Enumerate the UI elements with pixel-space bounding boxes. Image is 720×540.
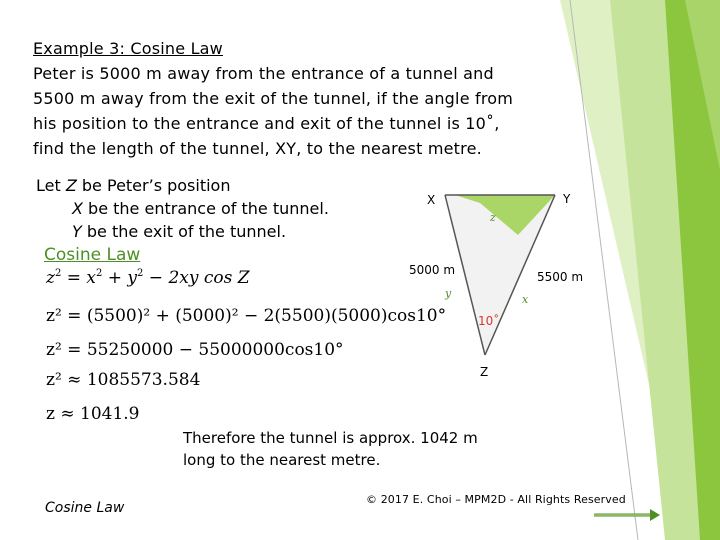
definition-text: Let	[36, 176, 66, 195]
triangle-diagram	[400, 175, 600, 385]
length-label-5000: 5000 m	[409, 263, 456, 277]
problem-line: his position to the entrance and exit of the tunnel is 10˚,	[33, 114, 500, 133]
conclusion-text	[183, 427, 523, 471]
problem-statement	[33, 36, 573, 161]
exponent: 2	[95, 268, 103, 279]
footer-copyright: © 2017 E. Choi – MPM2D - All Rights Reserved	[366, 493, 626, 506]
vertex-label-x: X	[427, 193, 436, 207]
problem-line: find the length of the tunnel, XY, to the nearest metre.	[33, 139, 482, 158]
formula-part: − 2xy cos Z	[143, 268, 250, 288]
side-label-z: z	[490, 211, 496, 224]
vertex-label-z: Z	[480, 365, 489, 379]
vertex-label-y: Y	[563, 192, 571, 206]
problem-line: 5500 m away from the exit of the tunnel, if the angle from	[33, 89, 514, 108]
exponent: 2	[54, 268, 62, 279]
problem-line: Peter is 5000 m away from the entrance of a tunnel and	[33, 64, 494, 83]
conclusion-line: Therefore the tunnel is approx. 1042 m	[183, 429, 478, 447]
formula-cosine-law	[46, 268, 250, 288]
formula-part: z	[46, 268, 55, 288]
definition-x	[36, 197, 366, 220]
definition-var: Z	[65, 176, 77, 195]
definition-y	[36, 220, 366, 243]
definition-var: X	[72, 199, 83, 218]
formula-simplified: z² = 55250000 − 55000000cos10°	[46, 340, 344, 360]
formula-part: + y	[102, 268, 138, 288]
conclusion-line: long to the nearest metre.	[183, 451, 381, 469]
formula-z-squared: z² ≈ 1085573.584	[46, 370, 201, 390]
side-label-x: x	[522, 293, 529, 306]
footer-topic: Cosine Law	[45, 500, 125, 516]
formula-part: = x	[61, 268, 96, 288]
definition-text: be the exit of the tunnel.	[81, 222, 287, 241]
definition-text: be the entrance of the tunnel.	[82, 199, 329, 218]
example-heading: Example 3: Cosine Law	[33, 39, 223, 58]
exponent: 2	[137, 268, 144, 279]
variable-definitions	[36, 174, 366, 243]
side-label-y: y	[445, 287, 452, 300]
next-slide-arrow-icon[interactable]	[592, 507, 662, 523]
formula-z-result: z ≈ 1041.9	[46, 404, 140, 424]
angle-label: 10˚	[478, 314, 500, 328]
formula-substitution: z² = (5500)² + (5000)² − 2(5500)(5000)cos10°	[46, 306, 447, 326]
definition-var: Y	[72, 222, 82, 241]
definition-text: be Peter’s position	[76, 176, 231, 195]
cosine-law-label: Cosine Law	[44, 245, 141, 265]
definition-z	[36, 174, 366, 197]
length-label-5500: 5500 m	[537, 270, 584, 284]
